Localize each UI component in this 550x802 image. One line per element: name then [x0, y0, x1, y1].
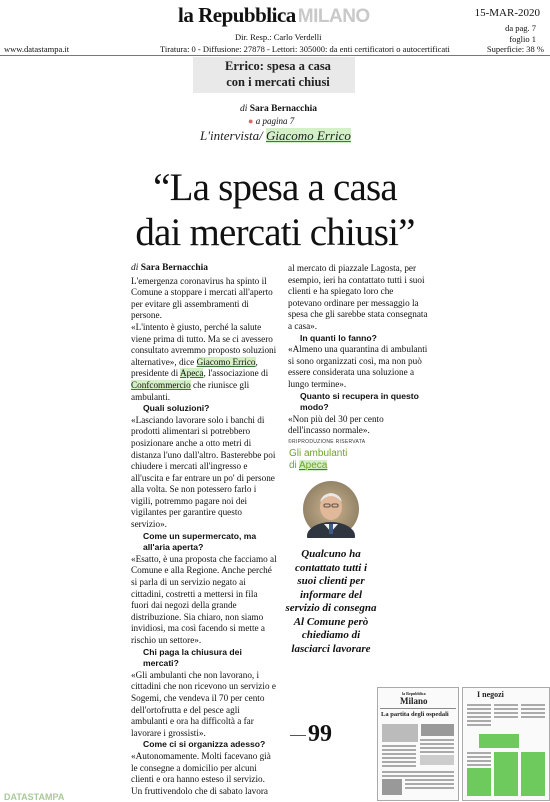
column-byline-prefix: di: [131, 263, 139, 273]
paragraph-quote-text-4: che riunisce gli ambulanti.: [131, 379, 250, 402]
byline-prefix: di: [240, 104, 248, 114]
copyright-notice: ©RIPRODUZIONE RISERVATA: [288, 438, 366, 445]
byline-author: Sara Bernacchia: [249, 104, 318, 114]
answer-6: «Non più del 30 per cento dell'incasso normale».: [288, 413, 384, 436]
thumbnail-1-page-content: [380, 721, 456, 799]
surface-info: Superficie: 38 %: [486, 44, 544, 54]
interviewee-name: Giacomo Errico: [265, 128, 351, 143]
answer-2: «Esatto, è una proposta che facciamo al Comune e alla Regione. Anche perché si parla di un servizio negato ai cittadini, costretti a mettersi in fila fuori dai negozi della grande distribuzione. Sia chiaro, non siamo invidiosi, ma così facendo si mette a rischio un settore».: [131, 553, 277, 645]
header-divider: [0, 55, 550, 56]
page-thumbnail-1[interactable]: [377, 687, 459, 801]
question-4: Come ci si organizza adesso?: [143, 739, 266, 750]
continuation: al mercato di piazzale Lagosta, per esempio, ieri ha contattato tutti i suoi clienti e ha spiegato loro che potevano ordinare per messaggio la spesa che gli sarebbe stata consegnata a casa».: [288, 263, 428, 331]
headline: [40, 165, 510, 255]
director: Dir. Resp.: Carlo Verdelli: [235, 32, 322, 42]
website-link[interactable]: www.datastampa.it: [4, 44, 70, 54]
page-reference-text: a pagina 7: [255, 116, 295, 126]
sidebar-heading-prefix: di: [289, 460, 300, 471]
pull-quote: Qualcuno ha contattato tutti i suoi clienti per informare del servizio di consegna Al Comune però chiediamo di lasciarci lavorare: [285, 548, 377, 655]
portrait-photo: [290, 480, 372, 538]
sidebar-heading: [289, 448, 379, 472]
question-6: Quanto si recupera in questo modo?: [300, 390, 419, 413]
article-column-2: [288, 263, 428, 449]
bullet-icon: ●: [248, 116, 254, 126]
question-2: Come un supermercato, ma all'aria aperta?: [143, 530, 257, 553]
quote-mark: 99: [308, 721, 332, 747]
kicker-line-1: Errico: spesa a casa: [225, 59, 331, 73]
question-5: In quanti lo fanno?: [300, 332, 377, 343]
masthead-brand: la Repubblica: [178, 3, 296, 27]
answer-5: «Almeno una quarantina di ambulanti si sono organizzati così, ma non può essere considerata una soluzione a lungo termine».: [288, 344, 428, 389]
foglio: foglio 1: [509, 34, 536, 44]
headline-line-1: “La spesa a casa: [153, 166, 397, 209]
kicker: [198, 58, 358, 90]
thumbnail-2-page-content: [465, 702, 547, 798]
section-label: [200, 128, 351, 144]
sidebar-heading-line-1: Gli ambulanti: [289, 448, 348, 459]
byline: [240, 104, 317, 114]
page-thumbnail-2[interactable]: [462, 687, 550, 801]
question-3: Chi paga la chiusura dei mercati?: [143, 646, 242, 669]
question-1: Quali soluzioni?: [143, 403, 210, 414]
page-number: da pag. 7: [505, 23, 536, 33]
thumbnail-1-rule: [380, 708, 456, 709]
publication-date: 15-MAR-2020: [474, 7, 540, 19]
masthead-logo: [178, 3, 370, 28]
paragraph-quote: [131, 322, 277, 403]
sidebar-org-highlight: Apeca: [299, 460, 328, 471]
masthead-edition: MILANO: [297, 6, 370, 27]
kicker-line-2: con i mercati chiusi: [226, 75, 330, 89]
answer-1: «Lasciando lavorare solo i banchi di prodotti alimentari si potrebbero posizionare anche a otto metri di distanza l'uno dall'altro. Basterebbe poi chiudere i mercati all'ingresso e all'uscita e far entrare un po' di persone alla volta. Se non potessero farlo i vigili, potremmo pagare noi dei vigilantes per garantire questo servizio».: [131, 414, 276, 530]
paragraph-quote-text-3: , l'associazione di: [203, 368, 269, 379]
thumbnail-1-brand: la Repubblica: [402, 691, 426, 696]
paragraph-quote-text: «L'intento è giusto, perché la salute viene prima di tutto. Ma se ci avessero consultato avremmo proposto soluzioni alternative», dice: [131, 321, 277, 367]
org-highlight-confcommercio: Confcommercio: [131, 379, 191, 390]
column-byline-author: Sara Bernacchia: [140, 263, 209, 273]
thumbnail-2-title: I negozi: [477, 690, 504, 699]
paragraph-quote-text-2: , presidente di: [131, 356, 258, 379]
sidebar-heading-line-2: [289, 460, 379, 472]
headline-line-2: dai mercati chiusi”: [135, 211, 415, 254]
answer-4: «Autonomamente. Molti facevano già le consegne a domicilio per alcuni clienti e ora hanno esteso il servizio. Un fruttivendolo che di sabato lavora: [131, 750, 271, 796]
paragraph-intro: L'emergenza coronavirus ha spinto il Comune a stoppare i mercati all'aperto per evitare gli assembramenti di persone.: [131, 275, 273, 321]
thumbnail-1-edition: Milano: [400, 696, 428, 706]
column-byline: [131, 263, 277, 275]
datastampa-logo: DATASTAMPA: [4, 792, 65, 802]
section-name: L'intervista/: [200, 128, 263, 143]
name-highlight: Giacomo Errico: [196, 356, 256, 367]
answer-3: «Gli ambulanti che non lavorano, i cittadini che non ricevono un servizio e Sogemi, che vendeva il 70 per cento dell'ortofrutta e del pesce agli ambulanti e ora ha difficoltà a far lavorare i grossisti».: [131, 669, 276, 738]
page-info: [505, 23, 536, 45]
thumbnail-1-headline: La partita degli ospedali: [381, 711, 449, 718]
article-column-1: [131, 263, 277, 797]
circulation-info: Tiratura: 0 - Diffusione: 27878 - Lettori: 305000: da enti certificatori o autocertificati: [160, 44, 450, 54]
page-reference: [248, 116, 294, 126]
org-highlight-apeca: Apeca: [180, 368, 204, 379]
